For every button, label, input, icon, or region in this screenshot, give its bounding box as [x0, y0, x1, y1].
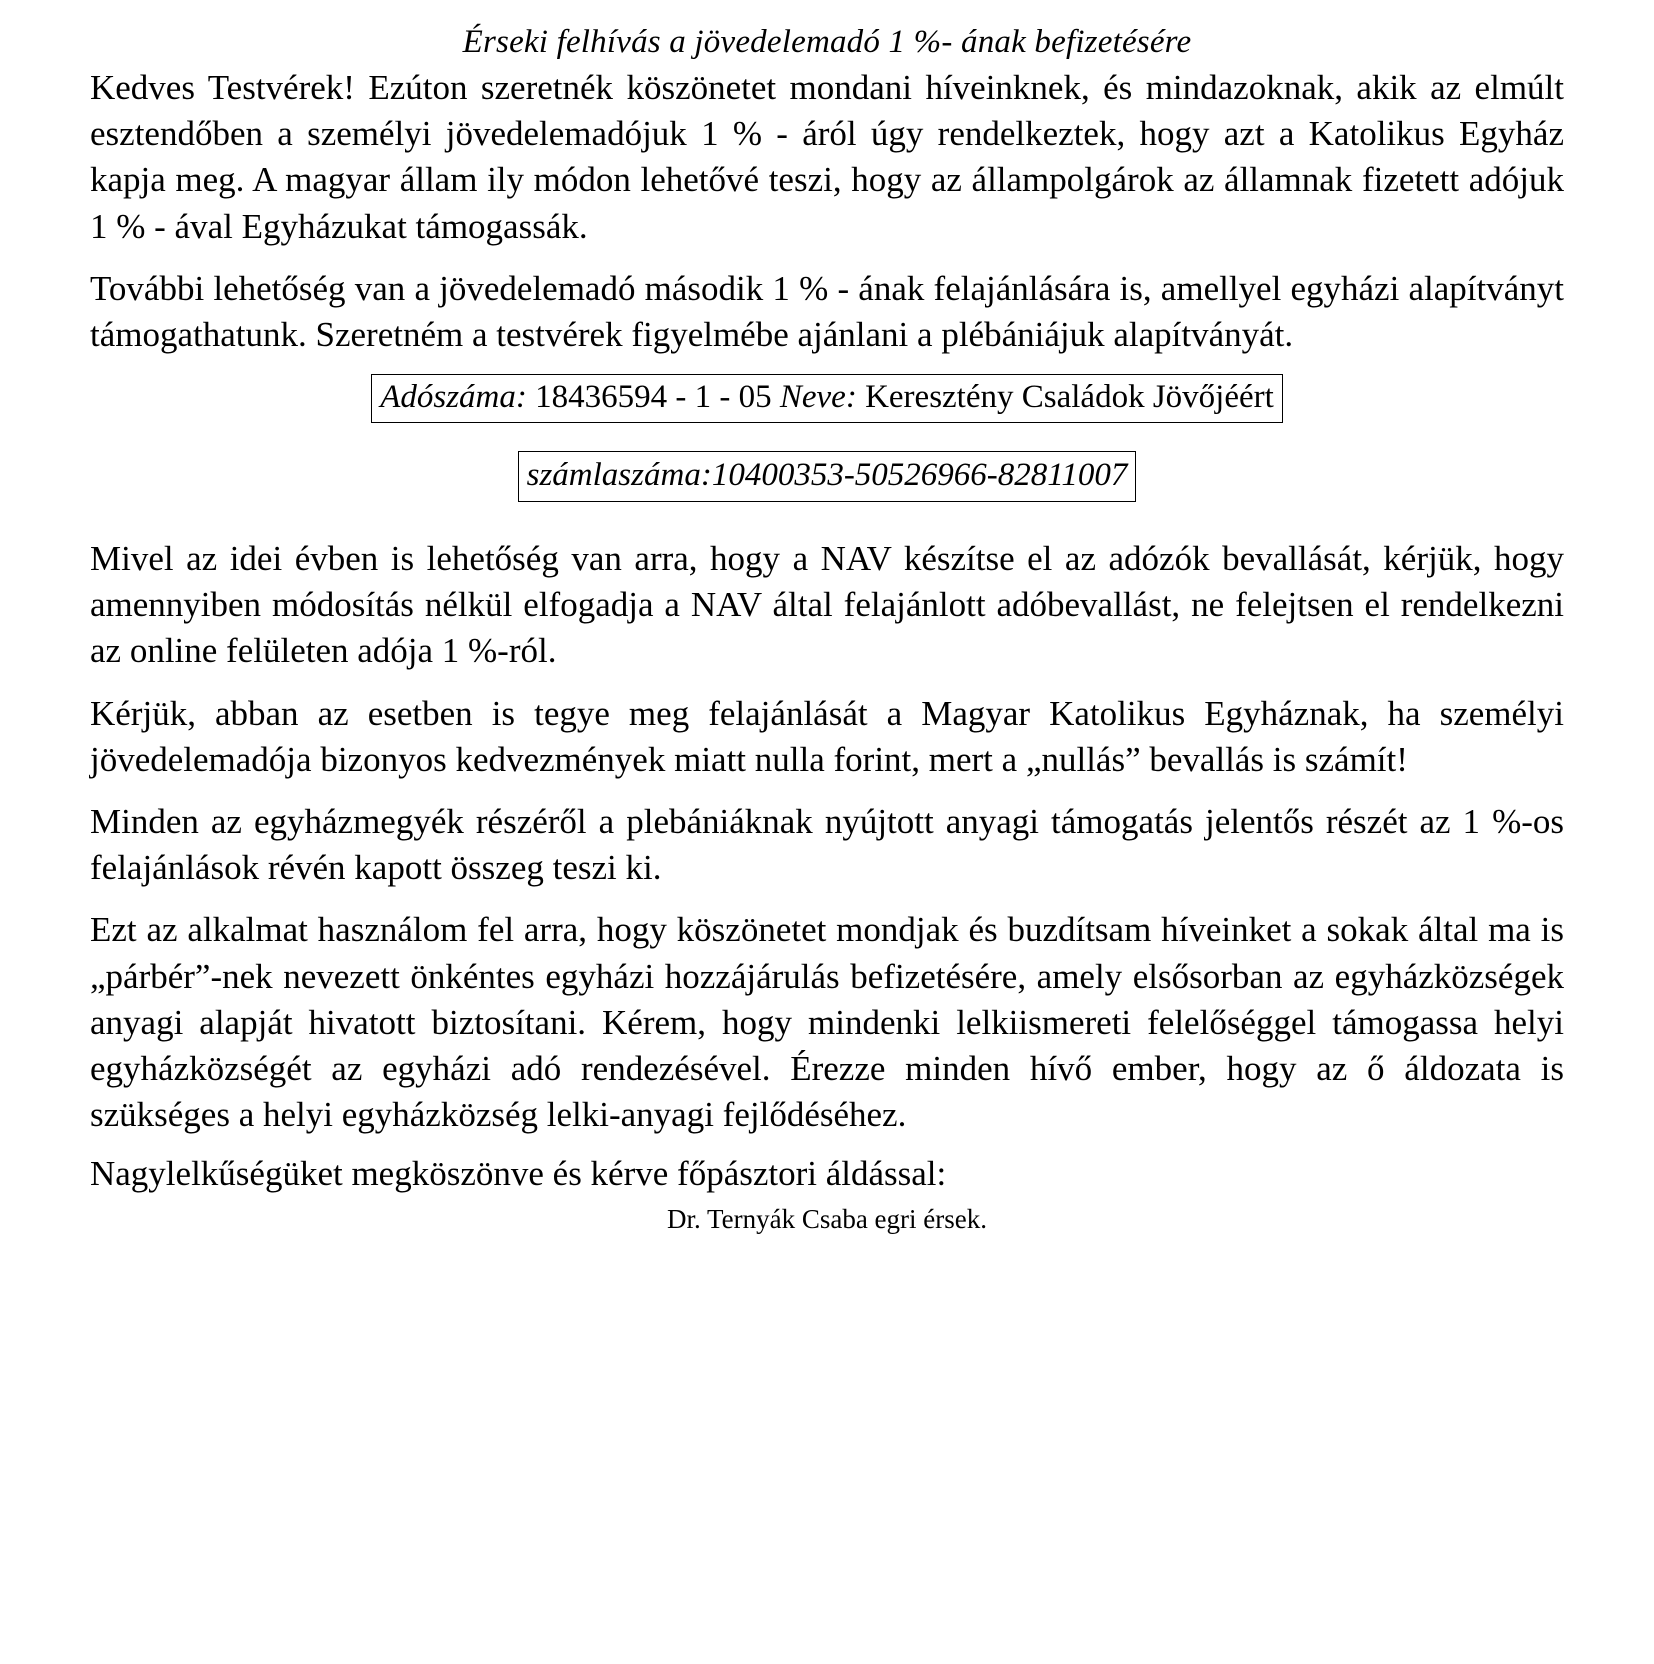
paragraph-diocese-support: Minden az egyházmegyék részéről a plebániáknak nyújtott anyagi támogatás jelentős részét az 1 %-os felajánlások révén kapott összeg teszi ki. [90, 801, 1564, 888]
signature: Dr. Ternyák Csaba egri érsek. [666, 1204, 987, 1235]
paragraph-intro: Kedves Testvérek! Ezúton szeretnék köszönetet mondani híveinknek, és mindazoknak, akik az elmúlt esztendőben a személyi jövedelemadójuk 1 % - áról úgy rendelkeztek, hogy azt a Katolikus Egyház kapja meg. A magyar állam ily módon lehetővé teszi, hogy az állampolgárok az államnak fizetett adójuk 1 % - ával Egyházukat támogassák. [90, 68, 1564, 246]
foundation-name-label: Neve: [779, 379, 857, 416]
closing-line: Nagylelkűségüket megköszönve és kérve főpásztori áldással: [90, 1154, 947, 1194]
spacer [90, 423, 1564, 441]
tax-number-value: 18436594 - 1 - 05 [535, 379, 772, 416]
account-box-line [90, 451, 1564, 502]
tax-number-label: Adószáma: [380, 379, 527, 416]
paragraph-nav: Mivel az idei évben is lehetőség van arra, hogy a NAV készítse el az adózók bevallását, kérjük, hogy amennyiben módosítás nélkül elfogadja a NAV által felajánlott adóbevallást, ne felejtsen el rendelkezni az online felületen adója 1 %-ról. [90, 539, 1564, 671]
paragraph-foundation: További lehetőség van a jövedelemadó második 1 % - ának felajánlására is, amellyel egyházi alapítványt támogathatunk. Szeretném a testvérek figyelmébe ajánlani a plébániájuk alapítványát. [90, 268, 1564, 354]
paragraph-zero-return: Kérjük, abban az esetben is tegye meg felajánlását a Magyar Katolikus Egyháznak, ha személyi jövedelemadója bizonyos kedvezmények miatt nulla forint, mert a „nullás” bevallás is számít! [90, 693, 1564, 779]
tax-info-box-line [90, 374, 1564, 423]
account-number-box: számlaszáma:10400353-50526966-82811007 [518, 451, 1137, 502]
paragraph-parber: Ezt az alkalmat használom fel arra, hogy köszönetet mondjak és buzdítsam híveinket a sokak által ma is „párbér”-nek nevezett önkéntes egyházi hozzájárulás befizetésére, amely elsősorban az egyházközségek anyagi alapját hivatott biztosítani. Kérem, hogy mindenki lelkiismereti felelőséggel támogassa helyi egyházközségét az egyházi adó rendezésével. Érezze minden hívő ember, hogy az ő áldozata is szükséges a helyi egyházközség lelki-anyagi fejlődéséhez. [90, 910, 1564, 1135]
spacer [90, 502, 1564, 536]
foundation-name-value: Keresztény Családok Jövőjéért [865, 379, 1274, 416]
tax-info-box [371, 374, 1283, 423]
page-title: Érseki felhívás a jövedelemadó 1 %- ának befizetésére [462, 24, 1192, 60]
